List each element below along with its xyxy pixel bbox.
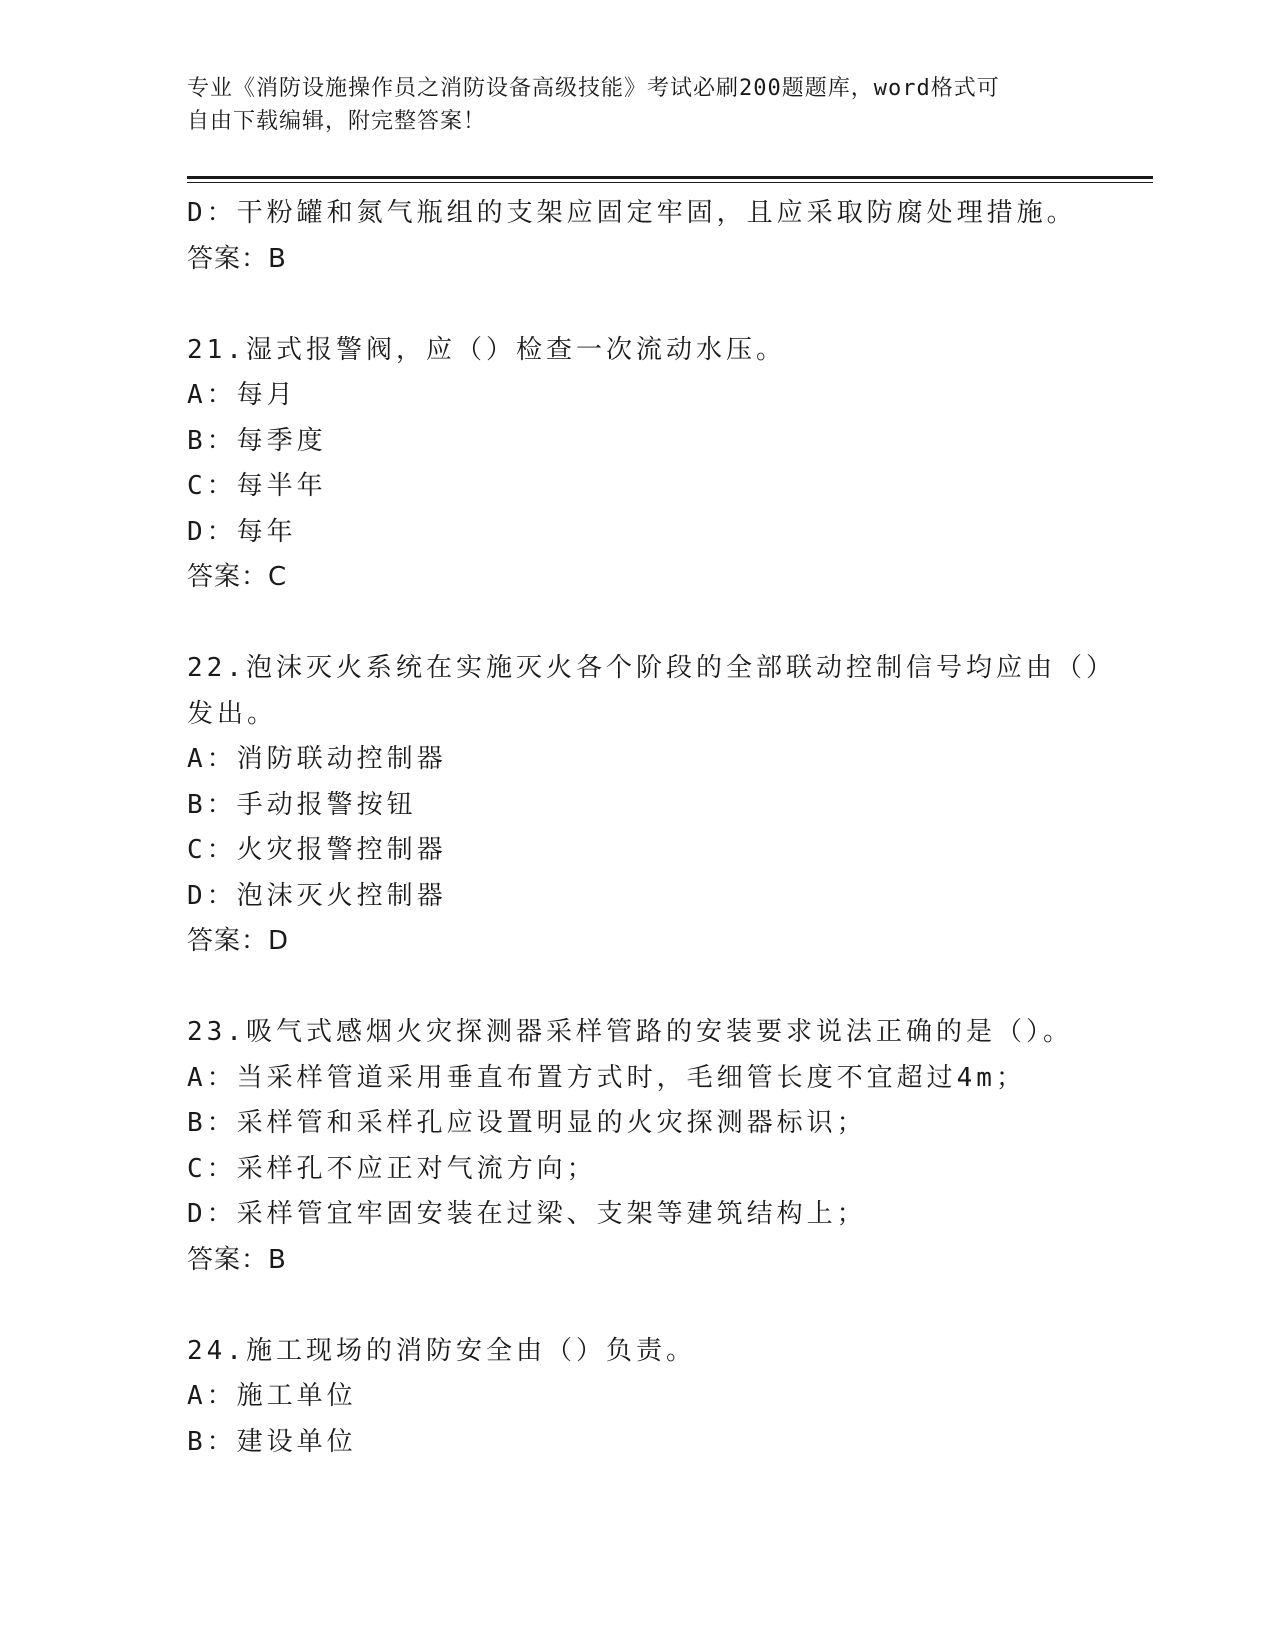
question-answer: 答案：D	[187, 926, 290, 956]
question-option: B：采样管和采样孔应设置明显的火灾探测器标识；	[187, 1108, 867, 1138]
header-divider-thin	[187, 182, 1153, 183]
question-option: A：当采样管道采用垂直布置方式时，毛细管长度不宜超过4m；	[187, 1062, 1026, 1093]
document-header	[187, 72, 1067, 138]
header-title-line-2: 自由下载编辑，附完整答案！	[187, 109, 487, 134]
question-stem: 21.湿式报警阀，应（）检查一次流动水压。	[187, 334, 786, 365]
question-24	[187, 1329, 1153, 1466]
question-stem: 22.泡沫灭火系统在实施灭火各个阶段的全部联动控制信号均应由（）	[187, 653, 1116, 683]
question-answer: 答案：B	[187, 1244, 287, 1275]
question-option: C：每半年	[187, 471, 327, 501]
question-20-tail	[187, 191, 1153, 282]
question-23	[187, 1010, 1153, 1283]
question-answer: 答案：B	[187, 243, 287, 274]
spacer	[187, 282, 1153, 328]
spacer	[187, 965, 1153, 1011]
question-option: B：手动报警按钮	[187, 789, 417, 820]
question-option: D：干粉罐和氮气瓶组的支架应固定牢固，且应采取防腐处理措施。	[187, 198, 1077, 228]
header-title-line-1: 专业《消防设施操作员之消防设备高级技能》考试必刷200题题库，word格式可	[187, 76, 1000, 101]
header-divider-thick	[187, 176, 1153, 179]
question-stem-continued: 发出。	[187, 698, 278, 729]
question-stem: 24.施工现场的消防安全由（）负责。	[187, 1335, 696, 1366]
question-21	[187, 328, 1153, 601]
question-option: A：消防联动控制器	[187, 744, 447, 774]
question-stem: 23.吸气式感烟火灾探测器采样管路的安装要求说法正确的是（）。	[187, 1017, 1073, 1047]
question-list	[187, 191, 1153, 1465]
question-option: A：每月	[187, 380, 297, 410]
question-answer: 答案：C	[187, 562, 288, 592]
question-option: B：建设单位	[187, 1426, 357, 1457]
question-option: C：火灾报警控制器	[187, 835, 447, 865]
spacer	[187, 601, 1153, 647]
question-22	[187, 646, 1153, 965]
question-option: A：施工单位	[187, 1381, 357, 1411]
question-option: D：泡沫灭火控制器	[187, 880, 447, 911]
question-option: D：每年	[187, 516, 297, 547]
question-option: C：采样孔不应正对气流方向；	[187, 1153, 597, 1184]
spacer	[187, 1283, 1153, 1329]
question-option: D：采样管宜牢固安装在过梁、支架等建筑结构上；	[187, 1199, 867, 1229]
question-option: B：每季度	[187, 425, 327, 456]
